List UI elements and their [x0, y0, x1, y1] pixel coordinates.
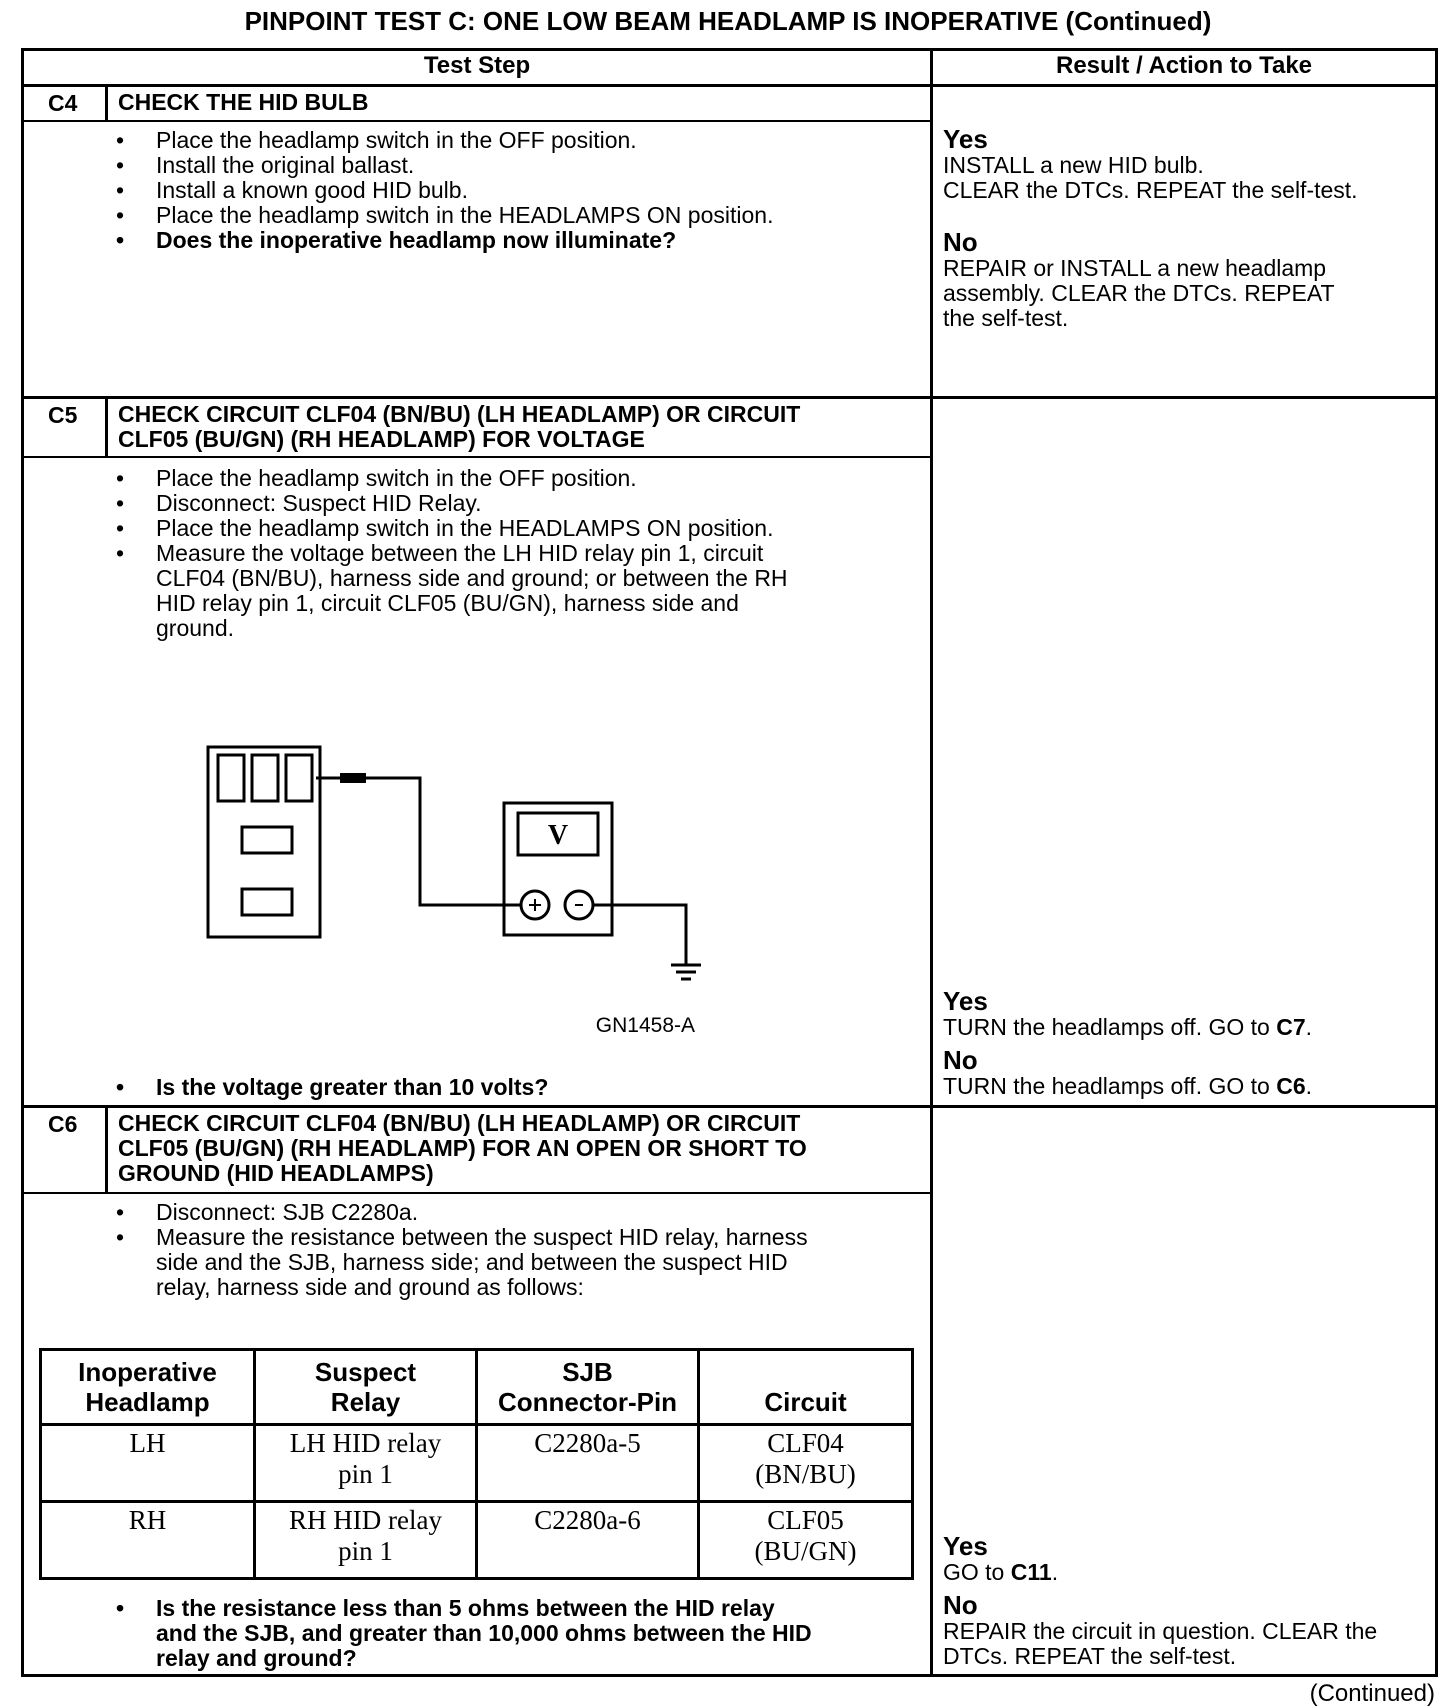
c6-result: [943, 1532, 1435, 1669]
no-label: No: [943, 1590, 978, 1620]
step-title-c4: CHECK THE HID BULB: [118, 89, 369, 115]
c5-yes-text: TURN the headlamps off. GO to C7.: [943, 1014, 1313, 1040]
relay-slot: [242, 827, 292, 853]
column-header: Inoperative Headlamp: [41, 1350, 255, 1425]
yes-action: GO to: [943, 1559, 1011, 1585]
measure-line: • Measure the resistance between the suspect HID relay, harness: [156, 1224, 808, 1250]
header-result: Result / Action to Take: [1055, 52, 1313, 79]
no-label: No: [943, 227, 978, 257]
c4-no-line-3: the self-test.: [943, 305, 1069, 331]
table-header-row: [41, 1350, 913, 1425]
c5-instructions: [116, 466, 906, 641]
step-title-line: CHECK CIRCUIT CLF04 (BN/BU) (LH HEADLAMP) OR CIRCUIT: [118, 1110, 801, 1136]
step-title-c5: [118, 402, 800, 452]
table-row: [41, 1502, 913, 1579]
c6-instructions: [116, 1200, 906, 1300]
table-cell: RH HID relay pin 1: [255, 1502, 477, 1579]
c4-yes-line-1: INSTALL a new HID bulb.: [943, 152, 1204, 178]
c5-question-list: [116, 1075, 906, 1100]
relay-slot: [242, 889, 292, 915]
c6-yes-text: [943, 1560, 1435, 1585]
step-ref: C7: [1276, 1014, 1306, 1040]
no-label: No: [943, 1045, 978, 1075]
table-cell: C2280a-6: [477, 1502, 699, 1579]
test-lead: [316, 778, 521, 905]
c6-no-line-2: DTCs. REPEAT the self-test.: [943, 1643, 1237, 1669]
c4-result: [943, 125, 1433, 331]
table-cell: LH HID relay pin 1: [255, 1425, 477, 1502]
list-item: • Disconnect: SJB C2280a.: [116, 1200, 906, 1225]
continued-note: (Continued): [1309, 1680, 1435, 1707]
measure-line: side and the SJB, harness side; and between the suspect HID: [156, 1249, 788, 1275]
measure-line: ground.: [156, 615, 235, 641]
c6-no-line-1: REPAIR the circuit in question. CLEAR the: [943, 1618, 1378, 1644]
page-title: PINPOINT TEST C: ONE LOW BEAM HEADLAMP IS INOPERATIVE (Continued): [244, 6, 1212, 36]
step-id-c5: C5: [48, 402, 78, 428]
list-item: • Place the headlamp switch in the OFF position.: [116, 466, 906, 491]
header-test-step: Test Step: [423, 52, 531, 79]
c4-no-line-1: REPAIR or INSTALL a new headlamp: [943, 255, 1327, 281]
c4-instructions: [116, 128, 906, 253]
yes-label: Yes: [943, 124, 988, 154]
column-header: Suspect Relay: [255, 1350, 477, 1425]
measure-line: • Measure the voltage between the LH HID relay pin 1, circuit: [156, 540, 764, 566]
c6-question-list: [116, 1596, 906, 1671]
question-line: relay and ground?: [156, 1645, 357, 1671]
list-item: • Disconnect: Suspect HID Relay.: [116, 491, 906, 516]
step-ref: C6: [1276, 1073, 1306, 1099]
list-item: [116, 1225, 906, 1300]
question-line: • Is the resistance less than 5 ohms between the HID relay: [156, 1595, 775, 1621]
yes-end: .: [1051, 1559, 1059, 1585]
yes-label: Yes: [943, 986, 988, 1016]
step-title-c6: [118, 1111, 807, 1186]
relay-box: [208, 747, 320, 937]
resistance-table: [39, 1348, 914, 1580]
step-title-line: CLF05 (BU/GN) (RH HEADLAMP) FOR AN OPEN OR SHORT TO: [118, 1135, 807, 1161]
step-id-c6: C6: [48, 1111, 78, 1137]
table-cell: CLF04 (BN/BU): [699, 1425, 913, 1502]
list-item: • Place the headlamp switch in the HEADLAMPS ON position.: [116, 203, 906, 228]
list-item: • Install a known good HID bulb.: [116, 178, 906, 203]
table-cell: LH: [41, 1425, 255, 1502]
column-header: Circuit: [699, 1350, 913, 1425]
list-item: • Install the original ballast.: [116, 153, 906, 178]
c4-question: • Does the inoperative headlamp now illuminate?: [116, 228, 906, 253]
step-ref: C11: [1010, 1559, 1052, 1585]
list-item: • Place the headlamp switch in the OFF position.: [116, 128, 906, 153]
table-cell: RH: [41, 1502, 255, 1579]
measure-line: HID relay pin 1, circuit CLF05 (BU/GN), harness side and: [156, 590, 739, 616]
c5-result: [943, 987, 1433, 1099]
list-item: [116, 541, 906, 641]
measure-line: relay, harness side and ground as follows:: [156, 1274, 584, 1300]
c5-no-text: TURN the headlamps off. GO to C6.: [943, 1073, 1313, 1099]
table-row: [41, 1425, 913, 1502]
figure-code: GN1458-A: [595, 1014, 695, 1035]
yes-action: TURN the headlamps off. GO to: [943, 1014, 1277, 1040]
relay-slot: [252, 755, 278, 801]
measure-line: CLF04 (BN/BU), harness side and ground; or between the RH: [156, 565, 788, 591]
table-cell: C2280a-5: [477, 1425, 699, 1502]
voltage-test-diagram: [200, 735, 720, 1035]
relay-slot: [218, 755, 244, 801]
yes-label: Yes: [943, 1531, 988, 1561]
c4-no-line-2: assembly. CLEAR the DTCs. REPEAT: [943, 280, 1335, 306]
table-cell: CLF05 (BU/GN): [699, 1502, 913, 1579]
column-header: SJB Connector-Pin: [477, 1350, 699, 1425]
step-title-line: GROUND (HID HEADLAMPS): [118, 1160, 434, 1186]
relay-slot: [286, 755, 312, 801]
no-action: TURN the headlamps off. GO to: [943, 1073, 1277, 1099]
question-line: and the SJB, and greater than 10,000 ohms between the HID: [156, 1620, 812, 1646]
c4-yes-line-2: CLEAR the DTCs. REPEAT the self-test.: [943, 177, 1358, 203]
c5-question: • Is the voltage greater than 10 volts?: [116, 1075, 906, 1100]
step-title-line: CLF05 (BU/GN) (RH HEADLAMP) FOR VOLTAGE: [118, 426, 645, 452]
voltmeter-symbol: V: [547, 820, 569, 851]
list-item: • Place the headlamp switch in the HEADLAMPS ON position.: [116, 516, 906, 541]
probe-tip: [340, 773, 366, 783]
step-title-line: CHECK CIRCUIT CLF04 (BN/BU) (LH HEADLAMP) OR CIRCUIT: [118, 401, 801, 427]
c6-question: [116, 1596, 906, 1671]
step-id-c4: C4: [48, 90, 78, 116]
